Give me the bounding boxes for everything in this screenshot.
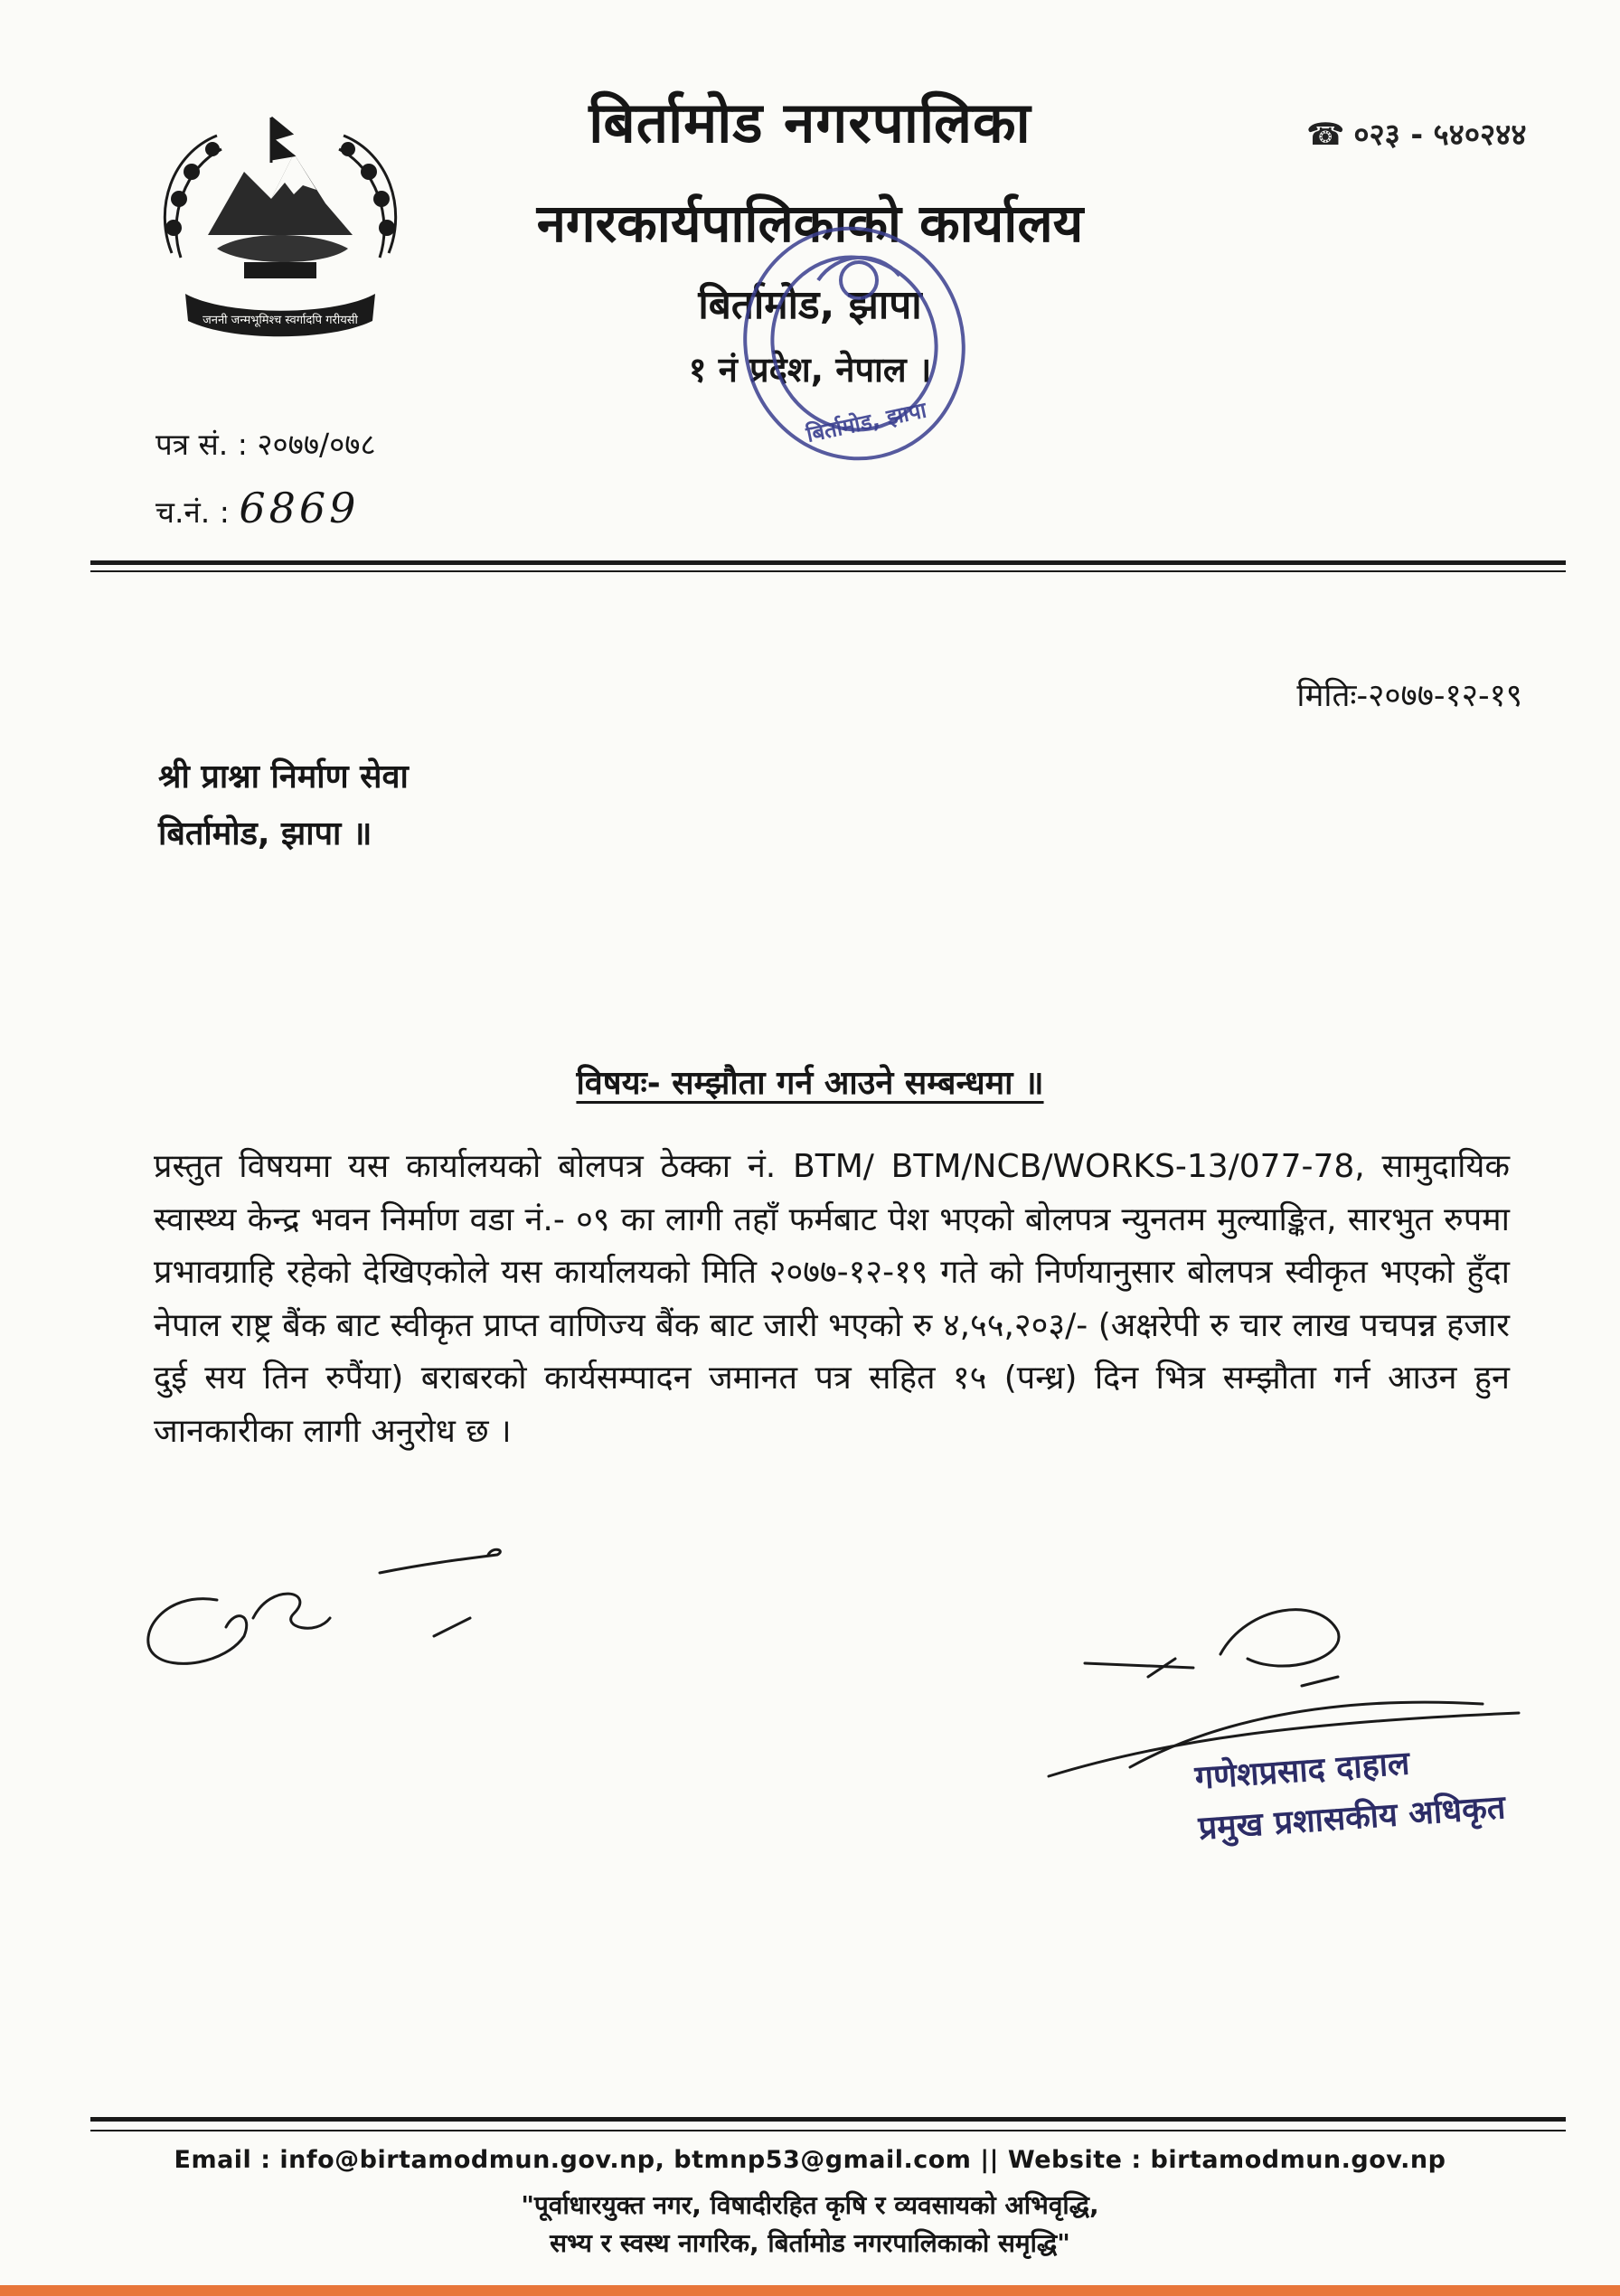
signatory-block	[1193, 1732, 1507, 1854]
municipality-name: बिर्तामोड नगरपालिका	[589, 89, 1031, 155]
emblem-motto: जननी जन्मभूमिश्च स्वर्गादपि गरीयसी	[202, 314, 358, 327]
letter-number-value: २०७७/०७८	[257, 427, 376, 462]
signatory-name: गणेशप्रसाद दाहाल	[1193, 1745, 1411, 1797]
dispatch-number-label: च.नं. :	[155, 494, 230, 530]
phone-number	[1306, 113, 1526, 154]
telephone-icon: ☎	[1306, 117, 1345, 153]
footer-contact: Email : info@birtamodmun.gov.np, btmnp53@gmail.com || Website : birtamodmun.gov.np	[174, 2146, 1446, 2174]
recipient-address: बिर्तामोड, झापा ॥	[158, 815, 372, 852]
phone-value: ०२३ - ५४०२४४	[1353, 117, 1527, 152]
header-divider-thin	[90, 570, 1566, 572]
letter-date: मितिः-२०७७-१२-१९	[1296, 678, 1522, 714]
letter-body: प्रस्तुत विषयमा यस कार्यालयको बोलपत्र ठेक्का नं. BTM/ BTM/NCB/WORKS-13/077-78, सामुदायिक स्वास्थ्य केन्द्र भवन निर्माण वडा नं.- ०९ का लागी तहाँ फर्मबाट पेश भएको बोलपत्र न्युनतम मुल्याङ्कित, सारभुत रुपमा प्रभावग्राहि रहेको देखिएकोले यस कार्यालयको मिति २०७७-१२-१९ गते को निर्णयानुसार बोलपत्र स्वीकृत भएको हुँदा नेपाल राष्ट्र बैंक बाट स्वीकृत प्राप्त वाणिज्य बैंक बाट जारी भएको रु ४,५५,२०३/- (अक्षरेपी रु चार लाख पचपन्न हजार दुई सय तिन रुपैंया) बराबरको कार्यसम्पादन जमानत पत्र सहित १५ (पन्ध्र) दिन भित्र सम्झौता गर्न आउन हुन जानकारीका लागी अनुरोध छ ।	[154, 1148, 1510, 1450]
footer-motto-line1: "पूर्वाधारयुक्त नगर, विषादीरहित कृषि र व्यवसायको अभिवृद्धि,	[521, 2190, 1099, 2220]
left-signature	[136, 1528, 533, 1708]
letter-subject: विषयः- सम्झौता गर्न आउने सम्बन्धमा ॥	[576, 1065, 1044, 1102]
letter-number-label: पत्र सं. :	[155, 427, 248, 462]
office-province: १ नं प्रदेश, नेपाल ।	[688, 350, 932, 390]
signatory-title: प्रमुख प्रशासकीय अधिकृत	[1197, 1789, 1507, 1848]
footer-divider	[90, 2117, 1566, 2122]
letter-number	[155, 423, 376, 464]
footer-motto-line2: सभ्य र स्वस्थ नागरिक, बिर्तामोड नगरपालिकाको समृद्धि"	[550, 2228, 1070, 2258]
page-edge	[0, 2285, 1620, 2296]
office-location: बिर्तामोड, झापा	[698, 282, 922, 328]
header-divider	[90, 560, 1566, 565]
seal-text: बिर्तामोड, झापा	[804, 397, 929, 447]
dispatch-number-value: 6869	[239, 484, 360, 532]
recipient-name: श्री प्राश्ना निर्माण सेवा	[158, 758, 409, 795]
office-name: नगरकार्यपालिकाको कार्यालय	[536, 193, 1084, 254]
footer-divider-thin	[90, 2130, 1566, 2131]
dispatch-number	[155, 484, 359, 532]
office-seal-stamp	[732, 217, 976, 470]
